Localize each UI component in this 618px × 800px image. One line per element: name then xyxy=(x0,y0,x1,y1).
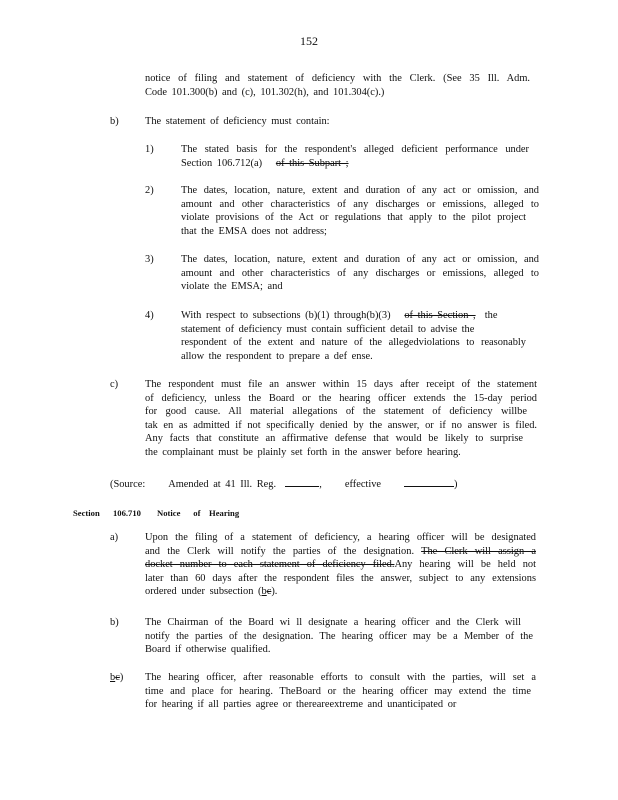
hearing-c-line-1: The hearing officer, after reasonable efforts to consult with the parties, will set a xyxy=(145,672,536,683)
item-2-line-2: amount and other characteristics of any discharges or emissions, alleged to xyxy=(181,198,539,210)
item-2-line-1: The dates, location, nature, extent and duration of any act or omission, and xyxy=(181,185,539,196)
subsection-c-line-1: The respondent must file an answer within 15 days after receipt of the statement xyxy=(145,379,537,390)
hearing-b-line-3: Board if otherwise qualified. xyxy=(145,644,271,656)
subsection-b-text: The statement of deficiency must contain: xyxy=(145,116,330,127)
item-4-line-4: allow the respondent to prepare a def ense. xyxy=(181,350,373,362)
hearing-a-line-1: Upon the filing of a statement of deficiency, a hearing officer will be designated xyxy=(145,532,536,543)
item-2-line-3: violate provisions of the Act or regulations that apply to the pilot project xyxy=(181,212,526,224)
subsection-c-line-3: for good cause. All material allegations of the statement of deficiency willbe xyxy=(145,406,527,418)
item-1-text xyxy=(181,143,529,170)
hearing-a-inserted-letter: b xyxy=(261,586,267,598)
register-volume-blank xyxy=(285,476,319,487)
item-3-line-2: amount and other characteristics of any discharges or emissions, alleged to xyxy=(181,267,539,279)
item-1-line-1: The stated basis for the respondent's alleged deficient performance under xyxy=(181,144,529,155)
effective-date-blank xyxy=(404,476,454,487)
item-3-label: 3) xyxy=(145,254,154,265)
item-4-deleted-text: of this Section , xyxy=(404,310,476,321)
item-1-deleted-text: of this Subpart ; xyxy=(275,157,349,169)
hearing-a-text xyxy=(145,531,536,599)
item-2-text xyxy=(181,184,539,238)
item-3-line-1: The dates, location, nature, extent and duration of any act or omission, and xyxy=(181,254,539,265)
hearing-b-text xyxy=(145,616,533,657)
subsection-c-label: c) xyxy=(110,379,119,390)
hearing-a-line-3-kept: Any hearing will be held not xyxy=(394,559,536,571)
section-title-word-1: Notice xyxy=(157,508,181,518)
section-title xyxy=(157,508,239,519)
section-title-word-2: of xyxy=(193,508,201,518)
item-4-text xyxy=(181,309,526,363)
item-1-line-2 xyxy=(181,157,529,171)
item-3-line-3: violate the EMSA; and xyxy=(181,281,283,293)
subsection-c-line-2: of deficiency, unless the Board or the hearing officer extends the 15-day period xyxy=(145,392,537,404)
subsection-c-text xyxy=(145,378,537,460)
source-effective: effective xyxy=(344,479,382,490)
hearing-a-line-5-end: ). xyxy=(271,586,278,598)
hearing-a-deleted-text-1: The Clerk will assign a xyxy=(421,545,536,557)
source-amended: Amended at 41 Ill. Reg. xyxy=(168,479,277,490)
hearing-c-deleted-letter: c xyxy=(115,672,120,683)
hearing-a-line-5 xyxy=(145,585,536,599)
hearing-c-text xyxy=(145,671,536,712)
source-comma: , xyxy=(319,479,322,490)
item-1-section-ref: Section 106.712(a) xyxy=(181,157,263,169)
hearing-a-deleted-letter: c xyxy=(266,586,272,598)
subsection-c-line-6: the complainant must be plainly set forth in the answer before hearing. xyxy=(145,446,461,458)
hearing-a-deleted-text-2: docket number to each statement of deficiency filed. xyxy=(145,559,395,571)
intro-line-1: notice of filing and statement of deficiency with the Clerk. (See 35 Ill. Adm. xyxy=(145,73,530,84)
section-label: Section xyxy=(73,508,100,518)
item-2-line-4: that the EMSA does not address; xyxy=(181,225,327,237)
hearing-a-label: a) xyxy=(110,532,119,543)
subsection-b-label: b) xyxy=(110,116,119,127)
hearing-c-line-2: time and place for hearing. TheBoard or the hearing officer may extend the time xyxy=(145,685,531,697)
source-open: (Source: xyxy=(110,479,146,490)
hearing-a-line-2 xyxy=(145,545,536,559)
hearing-a-line-3 xyxy=(145,558,536,572)
intro-line-2: Code 101.300(b) and (c), 101.302(h), and 101.304(c).) xyxy=(145,86,385,98)
item-3-text xyxy=(181,253,539,294)
hearing-c-inserted-letter: b xyxy=(110,672,116,683)
hearing-b-line-1: The Chairman of the Board wi ll designate a hearing officer and the Clerk will xyxy=(145,617,521,628)
hearing-b-label: b) xyxy=(110,617,119,628)
subsection-c-line-4: tak en as admitted if not specifically denied by the answer, or if no answer is filed. xyxy=(145,419,537,431)
subsection-c-line-5: Any facts that constitute an affirmative defense that would be likely to surprise xyxy=(145,433,523,445)
intro-paragraph xyxy=(145,72,530,99)
source-close: ) xyxy=(454,479,458,490)
hearing-c-label xyxy=(110,671,123,685)
hearing-c-label-close: ) xyxy=(119,672,124,683)
section-number: 106.710 xyxy=(113,508,141,518)
hearing-a-line-4: later than 60 days after the respondent files the answer, subject to any extensions xyxy=(145,572,536,584)
section-title-word-3: Hearing xyxy=(209,508,240,518)
hearing-c-line-3: for hearing if all parties agree or thereareextreme and unanticipated or xyxy=(145,699,457,711)
item-4-subsection-ref: With respect to subsections (b)(1) through(b)(3) xyxy=(181,310,391,321)
page-number: 152 xyxy=(300,34,318,48)
hearing-a-line-5-text: ordered under subsection ( xyxy=(145,586,262,598)
item-4-line-1 xyxy=(181,309,526,323)
source-note xyxy=(110,476,457,492)
item-4-line-2: statement of deficiency must contain sufficient detail to advise the xyxy=(181,323,475,335)
item-4-label: 4) xyxy=(145,310,154,321)
hearing-b-line-2: notify the parties of the designation. The hearing officer may be a Member of the xyxy=(145,630,533,642)
item-1-label: 1) xyxy=(145,144,154,155)
hearing-a-line-2-kept: and the Clerk will notify the parties of the designation. xyxy=(145,545,415,557)
item-2-label: 2) xyxy=(145,185,154,196)
item-4-line-3: respondent of the extent and nature of the allegedviolations to reasonably xyxy=(181,337,526,349)
item-4-line-1-end: the xyxy=(484,310,498,321)
